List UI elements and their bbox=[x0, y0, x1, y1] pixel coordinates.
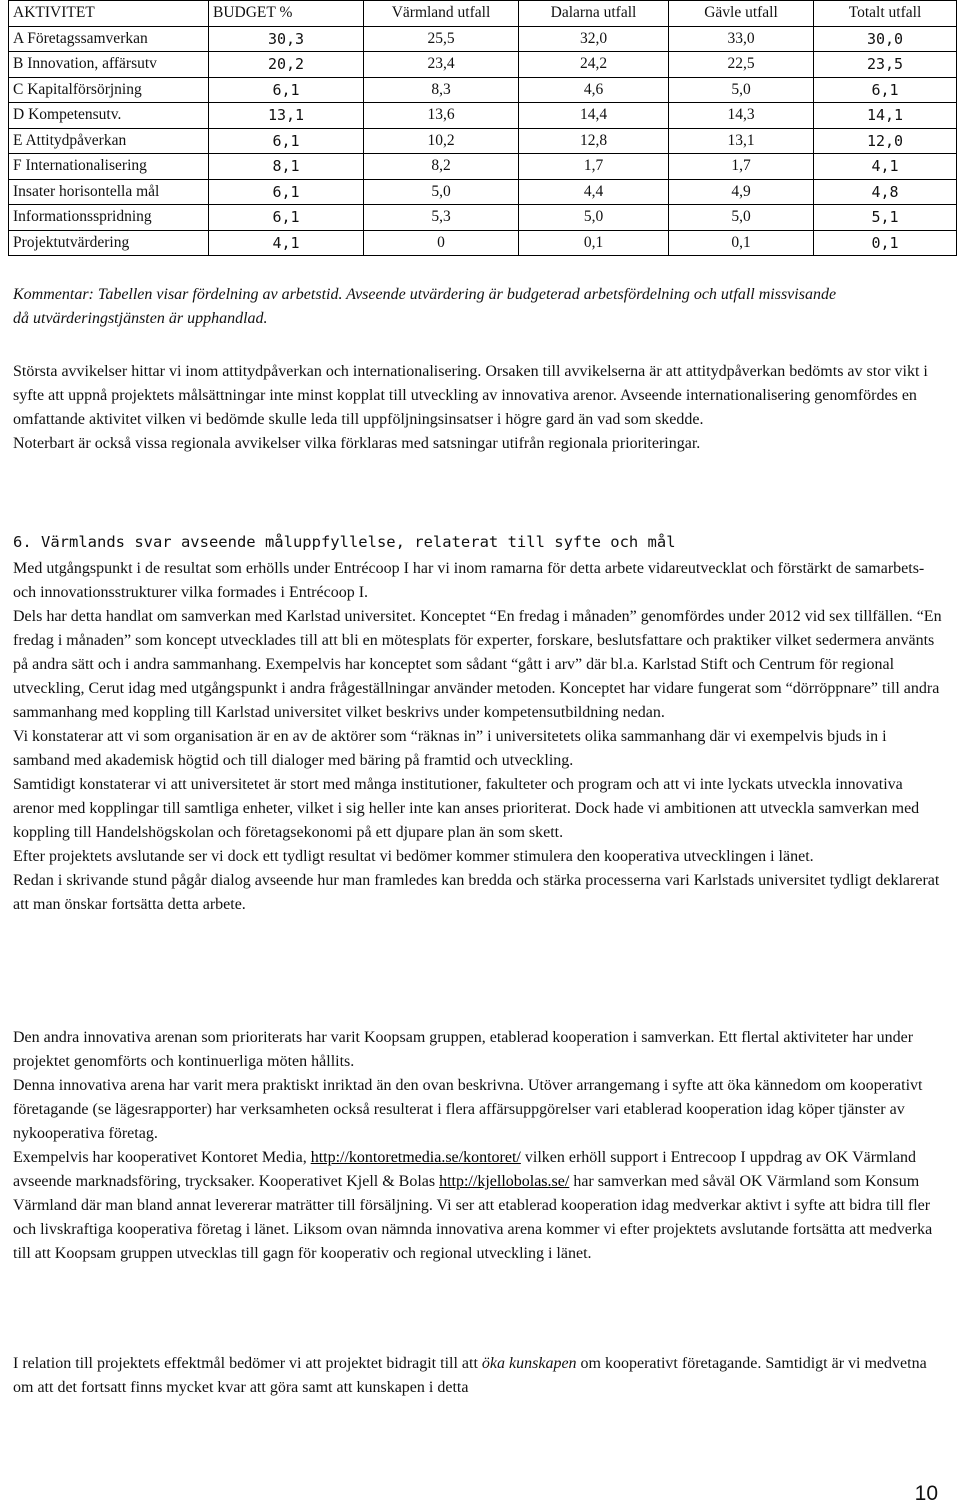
column-header: AKTIVITET bbox=[9, 1, 209, 27]
value-cell: 6,1 bbox=[209, 205, 364, 231]
value-cell: 32,0 bbox=[519, 26, 669, 52]
value-cell: 1,7 bbox=[669, 154, 814, 180]
paragraph: Vi konstaterar att vi som organisation är en av de aktörer som “räknas in” i universitetets olika sammanhang där vi exempelvis bjuds in i samband med akademisk högtid och till dialoger med bäring på framtid och utveckling. bbox=[13, 728, 887, 769]
value-cell: 5,3 bbox=[364, 205, 519, 231]
paragraph-text: Exempelvis har kooperativet Kontoret Media, bbox=[13, 1149, 311, 1166]
table-comment bbox=[13, 283, 943, 331]
table-row bbox=[9, 205, 957, 231]
table-row bbox=[9, 230, 957, 256]
column-header: Totalt utfall bbox=[814, 1, 957, 27]
paragraph: Största avvikelser hittar vi inom attitydpåverkan och internationalisering. Orsaken till avvikelserna är att attitydpåverkan bedömts av stor vikt i syfte att uppnå projektets målsättningar inte minst kopplat till utveckling av innovativa arenor. Avseende internationalisering genomfördes en omfattande aktivitet vilken vi bedömde skulle leda till uppföljningsinsatser i högre gard än vad som skedde. bbox=[13, 363, 928, 428]
activity-cell: D Kompetensutv. bbox=[9, 103, 209, 129]
value-cell: 6,1 bbox=[209, 128, 364, 154]
table-row bbox=[9, 154, 957, 180]
column-header: Gävle utfall bbox=[669, 1, 814, 27]
value-cell: 4,4 bbox=[519, 179, 669, 205]
value-cell: 4,9 bbox=[669, 179, 814, 205]
value-cell: 25,5 bbox=[364, 26, 519, 52]
paragraph bbox=[13, 1146, 943, 1266]
kjell-bolas-link[interactable]: http://kjellobolas.se/ bbox=[439, 1173, 570, 1190]
table-row bbox=[9, 52, 957, 78]
value-cell: 4,6 bbox=[519, 77, 669, 103]
table-row bbox=[9, 77, 957, 103]
paragraph: Med utgångspunkt i de resultat som erhölls under Entrécoop I har vi inom ramarna för detta arbete vidareutvecklat och förstärkt de samarbets- och innovationsstrukturer vilka formades i Entrécoop I. bbox=[13, 560, 925, 601]
paragraph: Denna innovativa arena har varit mera praktiskt inriktad än den ovan beskrivna. Utöver arrangemang i syfte att öka kännedom om kooperativt företagande (se lägesrapporter) har verksamheten också resulterat i flera affärsuppgörelser vari etablerad kooperation idag köper tjänster av nykooperativa företag. bbox=[13, 1077, 923, 1142]
value-cell: 6,1 bbox=[209, 179, 364, 205]
value-cell: 23,5 bbox=[814, 52, 957, 78]
value-cell: 5,1 bbox=[814, 205, 957, 231]
column-header: BUDGET % bbox=[209, 1, 364, 27]
value-cell: 22,5 bbox=[669, 52, 814, 78]
emphasis-text: öka kunskapen bbox=[481, 1355, 577, 1372]
value-cell: 14,1 bbox=[814, 103, 957, 129]
paragraph bbox=[13, 1352, 943, 1400]
activity-cell: A Företagssamverkan bbox=[9, 26, 209, 52]
value-cell: 1,7 bbox=[519, 154, 669, 180]
activity-cell: E Attitydpåverkan bbox=[9, 128, 209, 154]
value-cell: 5,0 bbox=[669, 77, 814, 103]
table-body bbox=[9, 26, 957, 256]
page-number: 10 bbox=[914, 1482, 938, 1505]
activity-cell: B Innovation, affärsutv bbox=[9, 52, 209, 78]
activity-cell: C Kapitalförsörjning bbox=[9, 77, 209, 103]
value-cell: 4,1 bbox=[814, 154, 957, 180]
value-cell: 13,1 bbox=[209, 103, 364, 129]
kontoret-media-link[interactable]: http://kontoretmedia.se/kontoret/ bbox=[310, 1149, 521, 1166]
paragraph: Dels har detta handlat om samverkan med Karlstad universitet. Konceptet “En fredag i månaden” genomfördes under 2012 vid sex tillfällen. “En fredag i månaden” som koncept utvecklades till att bli en mötesplats för experter, forskare, beslutsfattare och praktiker vilket sedermera använts på andra sätt och i andra sammanhang. Exempelvis har konceptet som sådant “gått i arv” där bl.a. Karlstad Stift och Centrum för regional utveckling, Cerut idag med utgångspunkt i andra frågeställningar använder metoden. Konceptet har vidare fungerat som “dörröppnare” till andra sammanhang med koppling till Karlstad universitet vilket beskrivs under kompetensutbildning nedan. bbox=[13, 608, 942, 721]
koopsam-section bbox=[13, 1026, 943, 1266]
value-cell: 20,2 bbox=[209, 52, 364, 78]
paragraph: Samtidigt konstaterar vi att universitetet är stort med många institutioner, fakulteter och program och att vi inte lyckats utveckla innovativa arenor med kopplingar till samtliga enheter, vilket i sig heller inte kan anses prioriterat. Dock hade vi ambitionen att utveckla samverkan med koppling till Handelshögskolan och företagsekonomi på ett djupare plan än som skett. bbox=[13, 776, 920, 841]
value-cell: 30,3 bbox=[209, 26, 364, 52]
comment-line: då utvärderingstjänsten är upphandlad. bbox=[13, 310, 268, 327]
value-cell: 5,0 bbox=[519, 205, 669, 231]
value-cell: 30,0 bbox=[814, 26, 957, 52]
value-cell: 13,1 bbox=[669, 128, 814, 154]
value-cell: 33,0 bbox=[669, 26, 814, 52]
paragraph: Efter projektets avslutande ser vi dock ett tydligt resultat vi bedömer kommer stimulera den kooperativa utvecklingen i länet. bbox=[13, 848, 814, 865]
table-row bbox=[9, 103, 957, 129]
paragraph: Redan i skrivande stund pågår dialog avseende hur man framledes kan bredda och stärka processerna vari Karlstads universitet tydligt deklarerat att man önskar fortsätta detta arbete. bbox=[13, 872, 940, 913]
value-cell: 23,4 bbox=[364, 52, 519, 78]
paragraph: Noterbart är också vissa regionala avvikelser vilka förklaras med satsningar utifrån regionala prioriteringar. bbox=[13, 435, 701, 452]
paragraph: Den andra innovativa arenan som prioriterats har varit Koopsam gruppen, etablerad kooperation i samverkan. Ett flertal aktiviteter har under projektet genomförts och kontinuerliga möten hållits. bbox=[13, 1029, 914, 1070]
activity-cell: Projektutvärdering bbox=[9, 230, 209, 256]
value-cell: 0,1 bbox=[519, 230, 669, 256]
value-cell: 12,0 bbox=[814, 128, 957, 154]
paragraph-text: om kooperativt företagande. Samtidigt är vi medvetna om att det fortsatt finns mycket kvar att göra samt att kunskapen i detta bbox=[13, 1355, 927, 1396]
column-header: Värmland utfall bbox=[364, 1, 519, 27]
value-cell: 12,8 bbox=[519, 128, 669, 154]
value-cell: 14,3 bbox=[669, 103, 814, 129]
section-heading: 6. Värmlands svar avseende måluppfyllelse, relaterat till syfte och mål bbox=[13, 533, 676, 551]
activity-cell: Informationsspridning bbox=[9, 205, 209, 231]
table-row bbox=[9, 26, 957, 52]
activity-budget-table bbox=[8, 0, 957, 256]
value-cell: 8,2 bbox=[364, 154, 519, 180]
deviation-section bbox=[13, 360, 943, 456]
table-row bbox=[9, 128, 957, 154]
paragraph-text: har samverkan med såväl OK Värmland som Konsum Värmland där man bland annat levererar maträtter till försäljning. Vi ser att etablerad kooperation idag medverkar aktivt i syfte att bidra till fler och livskraftiga kooperativa företag i länet. Liksom ovan nämnda innovativa arena kommer vi efter projektets avslutande fortsätta att medverka till att Koopsam gruppen utvecklas till gagn för kooperativ och regional utveckling i länet. bbox=[13, 1173, 933, 1262]
table-row bbox=[9, 179, 957, 205]
value-cell: 6,1 bbox=[209, 77, 364, 103]
value-cell: 6,1 bbox=[814, 77, 957, 103]
value-cell: 4,8 bbox=[814, 179, 957, 205]
effect-goal-section bbox=[13, 1352, 943, 1400]
value-cell: 24,2 bbox=[519, 52, 669, 78]
value-cell: 5,0 bbox=[364, 179, 519, 205]
value-cell: 0,1 bbox=[814, 230, 957, 256]
column-header: Dalarna utfall bbox=[519, 1, 669, 27]
table-header-row bbox=[9, 1, 957, 27]
value-cell: 0,1 bbox=[669, 230, 814, 256]
activity-cell: Insater horisontella mål bbox=[9, 179, 209, 205]
value-cell: 8,3 bbox=[364, 77, 519, 103]
value-cell: 8,1 bbox=[209, 154, 364, 180]
paragraph-text: vilken erhöll support i Entrecoop I uppdrag av OK Värmland avseende marknadsföring, trycksaker. Kooperativet Kjell & Bolas bbox=[13, 1149, 917, 1190]
value-cell: 13,6 bbox=[364, 103, 519, 129]
comment-line: Kommentar: Tabellen visar fördelning av arbetstid. Avseende utvärdering är budgeterad arbetsfördelning och utfall missvisande bbox=[13, 286, 837, 303]
value-cell: 4,1 bbox=[209, 230, 364, 256]
value-cell: 10,2 bbox=[364, 128, 519, 154]
value-cell: 0 bbox=[364, 230, 519, 256]
section-body bbox=[13, 557, 943, 917]
value-cell: 14,4 bbox=[519, 103, 669, 129]
activity-cell: F Internationalisering bbox=[9, 154, 209, 180]
paragraph-text: I relation till projektets effektmål bedömer vi att projektet bidragit till att bbox=[13, 1355, 482, 1372]
value-cell: 5,0 bbox=[669, 205, 814, 231]
